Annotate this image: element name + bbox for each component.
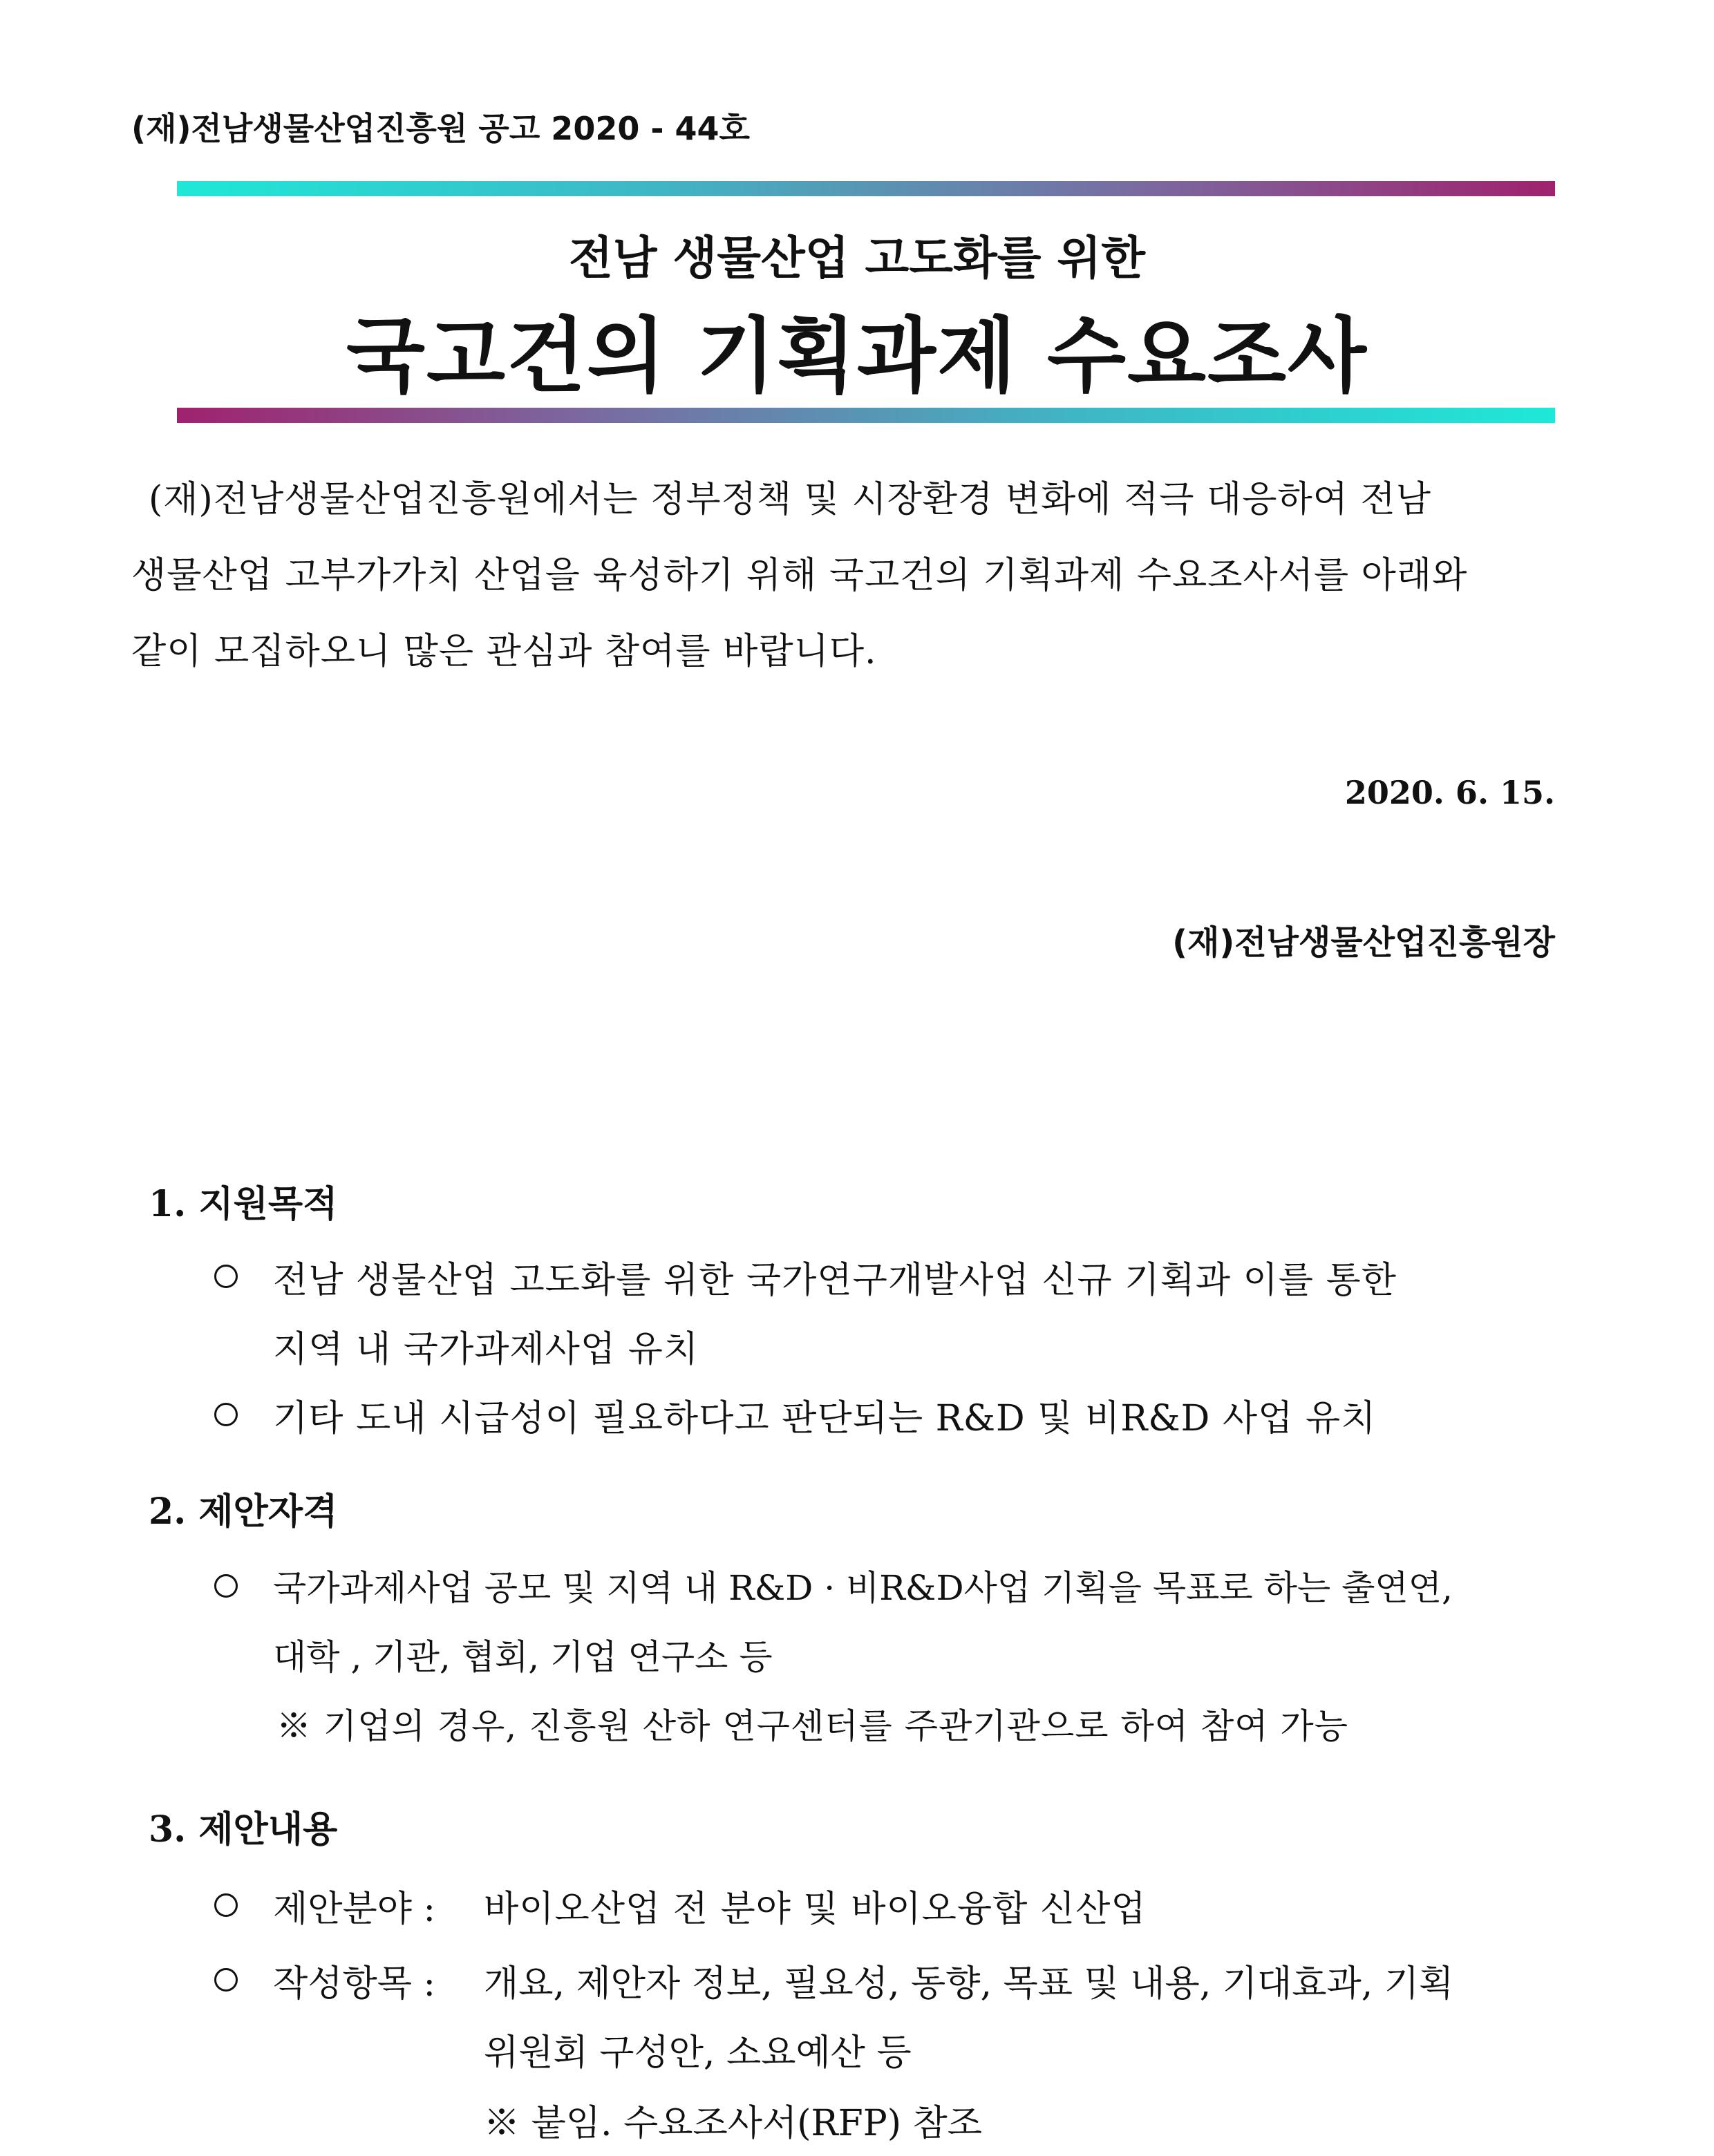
list-item-value: 개요, 제안자 정보, 필요성, 동향, 목표 및 내용, 기대효과, 기획 <box>484 1963 1454 2005</box>
issuer-signature: (재)전남생물산업진흥원장 <box>1172 923 1555 962</box>
document-subtitle: 전남 생물산업 고도화를 위한 <box>568 231 1145 285</box>
document-title: 국고건의 기획과제 수요조사 <box>346 308 1368 404</box>
intro-line: (재)전남생물산업진흥원에서는 정부정책 및 시장환경 변화에 적극 대응하여 전남 <box>149 479 1431 520</box>
list-item-continuation: 지역 내 국가과제사업 유치 <box>273 1329 699 1370</box>
section-heading: 2. 제안자격 <box>149 1491 338 1533</box>
list-item-value-continuation: 위원회 구성안, 소요예산 등 <box>484 2032 912 2074</box>
notice-number: (재)전남생물산업진흥원 공고 2020 - 44호 <box>131 110 750 147</box>
circle-bullet-icon <box>214 1893 238 1917</box>
note: ※ 붙임. 수요조사서(RFP) 참조 <box>484 2103 983 2144</box>
title-top-gradient-bar <box>177 181 1555 196</box>
intro-line: 같이 모집하오니 많은 관심과 참여를 바랍니다. <box>131 631 877 672</box>
section-heading: 3. 제안내용 <box>149 1808 338 1851</box>
notice-date: 2020. 6. 15. <box>1344 774 1555 811</box>
intro-line: 생물산업 고부가가치 산업을 육성하기 위해 국고건의 기획과제 수요조사서를 아래와 <box>131 555 1468 596</box>
list-item-label: 제안분야 : <box>273 1889 435 1930</box>
list-item: 국가과제사업 공모 및 지역 내 R&D · 비R&D사업 기획을 목표로 하는 출연연, <box>273 1568 1453 1608</box>
list-item-value: 바이오산업 전 분야 및 바이오융합 신산업 <box>484 1889 1147 1930</box>
circle-bullet-icon <box>214 1403 238 1426</box>
list-item: 기타 도내 시급성이 필요하다고 판단되는 R&D 및 비R&D 사업 유치 <box>273 1398 1377 1439</box>
circle-bullet-icon <box>214 1265 238 1288</box>
list-item-label: 작성항목 : <box>273 1963 435 2005</box>
section-heading: 1. 지원목적 <box>149 1183 338 1225</box>
circle-bullet-icon <box>214 1968 238 1992</box>
note: ※ 기업의 경우, 진흥원 산하 연구센터를 주관기관으로 하여 참여 가능 <box>276 1706 1349 1746</box>
circle-bullet-icon <box>214 1574 238 1598</box>
list-item: 전남 생물산업 고도화를 위한 국가연구개발사업 신규 기획과 이를 통한 <box>273 1260 1397 1301</box>
title-bottom-gradient-bar <box>177 408 1555 423</box>
list-item-continuation: 대학 , 기관, 협회, 기업 연구소 등 <box>273 1637 773 1677</box>
